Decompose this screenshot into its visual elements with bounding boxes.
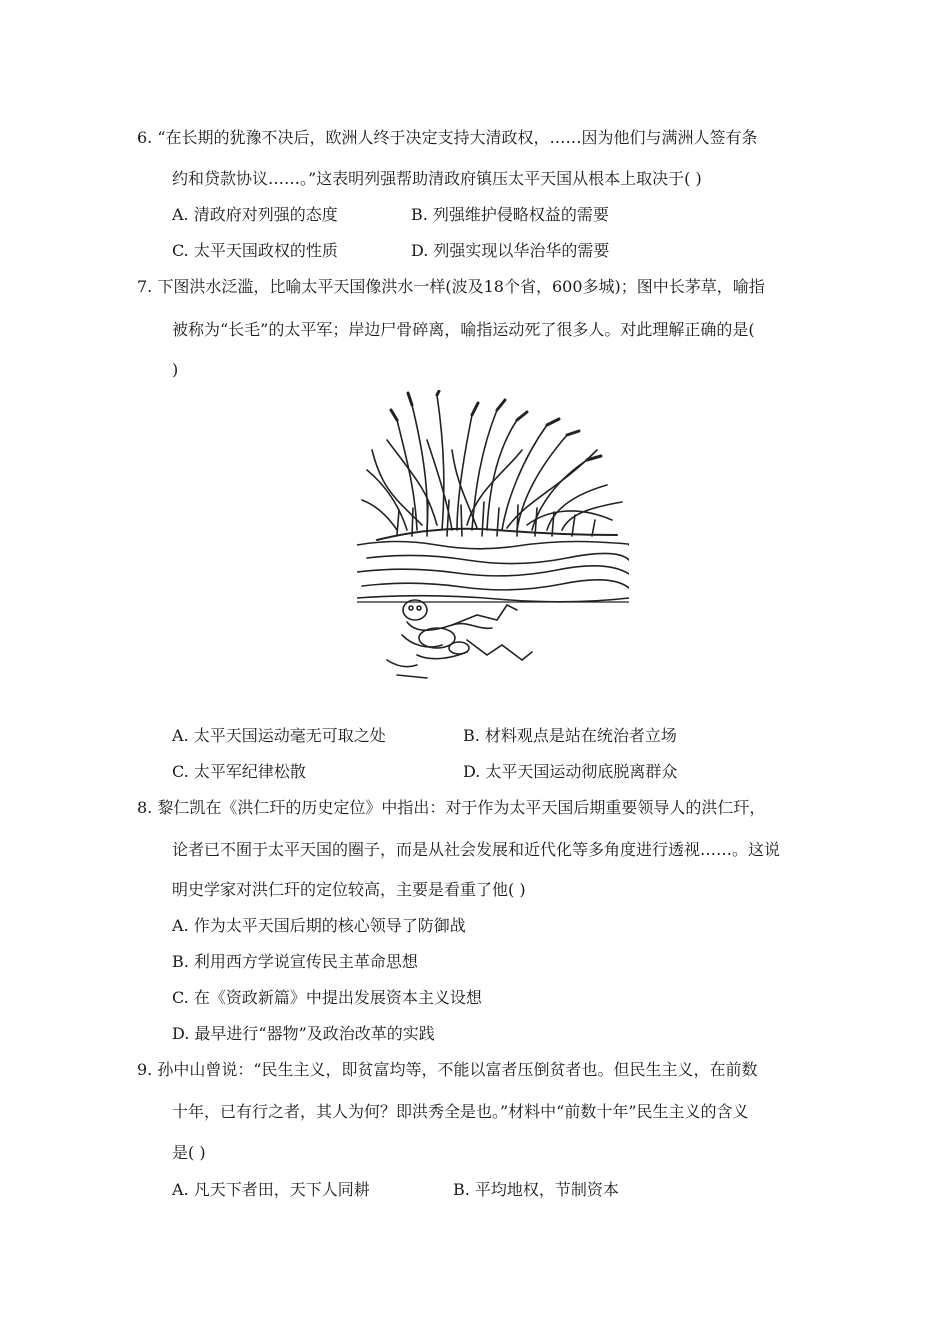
q6-option-a: A. 清政府对列强的态度 xyxy=(172,205,338,224)
q7-stem-line3: ) xyxy=(172,360,179,379)
q9-stem-line3: 是( ) xyxy=(172,1143,206,1162)
q7-stem-line2: 被称为“长毛”的太平军；岸边尸骨碎离，喻指运动死了很多人。对此理解正确的是( xyxy=(172,320,755,339)
q6-stem-line1: 6. “在长期的犹豫不决后，欧洲人终于决定支持大清政权，……因为他们与满洲人签有条 xyxy=(137,128,758,147)
q9-stem-line2: 十年，已有行之者，其人为何？即洪秀全是也。”材料中“前数十年”民生主义的含义 xyxy=(172,1102,749,1121)
q8-option-d: D. 最早进行“器物”及政治改革的实践 xyxy=(172,1024,435,1043)
q9-option-a: A. 凡天下者田，天下人同耕 xyxy=(172,1180,370,1199)
q8-option-a: A. 作为太平天国后期的核心领导了防御战 xyxy=(172,916,466,935)
q7-stem-line1: 7. 下图洪水泛滥，比喻太平天国像洪水一样(波及18个省，600多城)；图中长茅草，喻指 xyxy=(137,277,765,296)
q6-option-b: B. 列强维护侵略权益的需要 xyxy=(411,205,609,224)
q7-option-a: A. 太平天国运动毫无可取之处 xyxy=(172,726,386,745)
q8-stem-line3: 明史学家对洪仁玕的定位较高，主要是看重了他( ) xyxy=(172,880,526,899)
q9-stem-line1: 9. 孙中山曾说：“民生主义，即贫富均等，不能以富者压倒贫者也。但民生主义，在前数 xyxy=(137,1060,758,1079)
q6-option-d: D. 列强实现以华治华的需要 xyxy=(411,241,610,260)
flood-illustration xyxy=(357,390,629,695)
q6-option-c: C. 太平天国政权的性质 xyxy=(172,241,338,260)
q7-option-d: D. 太平天国运动彻底脱离群众 xyxy=(463,762,678,781)
q8-stem-line2: 论者已不囿于太平天国的圈子，而是从社会发展和近代化等多角度进行透视……。这说 xyxy=(172,840,781,859)
q9-option-b: B. 平均地权，节制资本 xyxy=(453,1180,619,1199)
q8-option-c: C. 在《资政新篇》中提出发展资本主义设想 xyxy=(172,988,482,1007)
q8-option-b: B. 利用西方学说宣传民主革命思想 xyxy=(172,952,418,971)
q8-stem-line1: 8. 黎仁凯在《洪仁玕的历史定位》中指出：对于作为太平天国后期重要领导人的洪仁玕， xyxy=(137,798,766,817)
q6-stem-line2: 约和贷款协议……。”这表明列强帮助清政府镇压太平天国从根本上取决于( ) xyxy=(172,169,702,188)
q7-option-c: C. 太平军纪律松散 xyxy=(172,762,306,781)
q7-option-b: B. 材料观点是站在统治者立场 xyxy=(463,726,677,745)
